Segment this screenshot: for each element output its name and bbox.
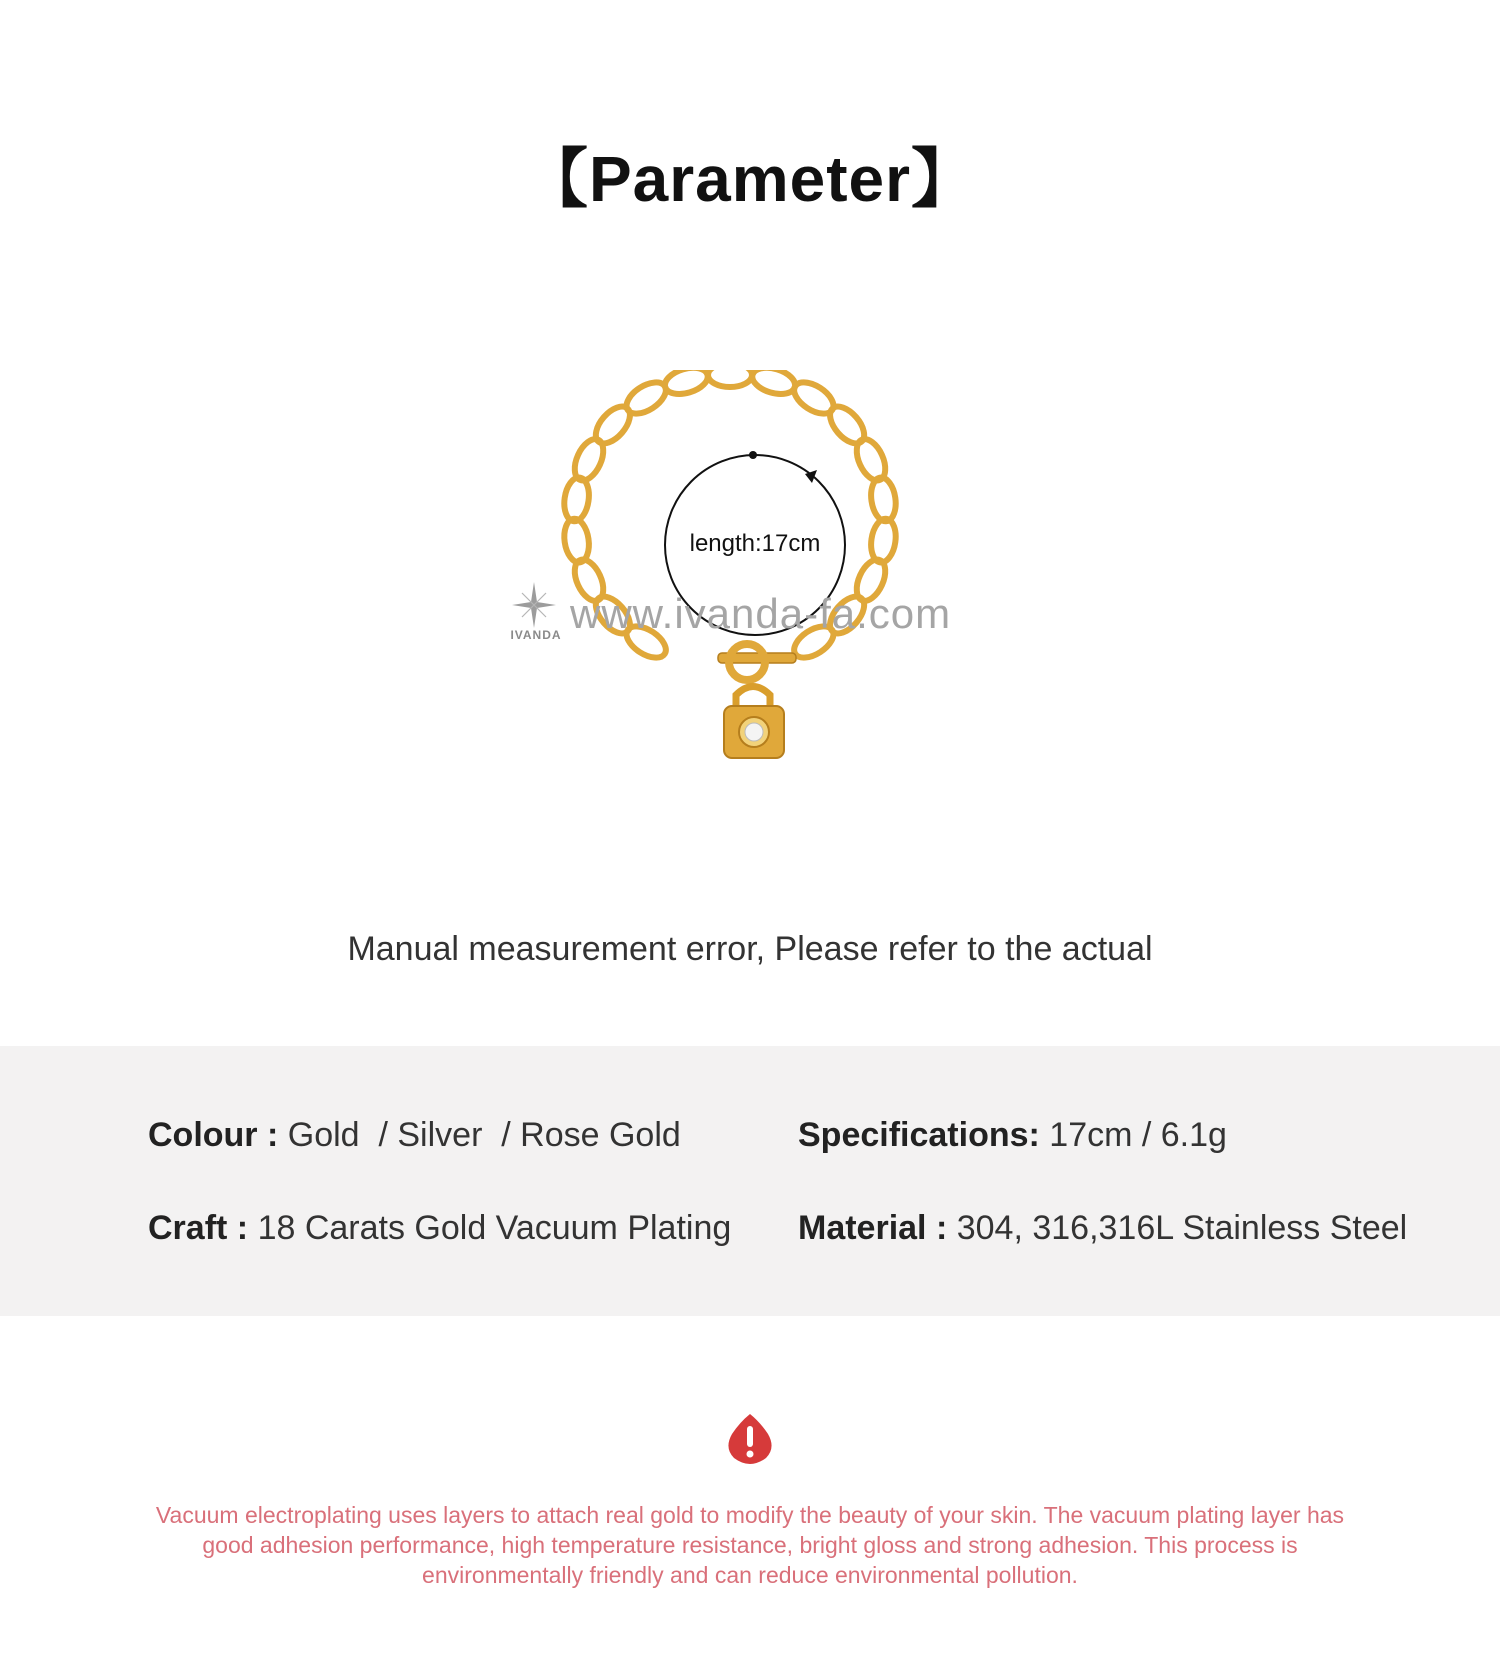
spec-craft-value: 18 Carats Gold Vacuum Plating	[257, 1209, 732, 1247]
spec-material	[798, 1209, 1407, 1248]
chain-link	[708, 370, 752, 387]
spec-material-label: Material :	[798, 1209, 948, 1247]
warning-text: Vacuum electroplating uses layers to attach real gold to modify the beauty of your skin. The vacuum plating layer has good adhesion performance, high temperature resistance, bright gloss and strong adhesion. This process is environmentally friendly and can reduce environmental pollution.	[155, 1502, 1345, 1588]
spec-material-value: 304, 316,316L Stainless Steel	[956, 1209, 1408, 1247]
spec-colour-value: Gold / Silver / Rose Gold	[287, 1116, 681, 1154]
page-title: 【Parameter】	[523, 143, 977, 215]
spec-panel	[0, 1046, 1500, 1316]
spec-specifications-label: Specifications:	[798, 1116, 1040, 1154]
chain-link	[868, 476, 898, 523]
chain-link	[662, 370, 711, 399]
spec-specifications	[798, 1116, 1227, 1155]
length-label: length:17cm	[689, 530, 821, 557]
spec-colour	[148, 1116, 681, 1155]
chain-link	[562, 476, 592, 523]
watermark	[508, 580, 968, 650]
measure-start-dot	[749, 451, 757, 459]
spec-specifications-value: 17cm / 6.1g	[1049, 1116, 1227, 1154]
chain-link	[562, 517, 592, 564]
spec-craft	[148, 1209, 731, 1248]
spec-craft-label: Craft :	[148, 1209, 249, 1247]
watermark-url: www.ivanda-fa.com	[570, 590, 952, 637]
spec-colour-label: Colour :	[148, 1116, 279, 1154]
star-logo-icon	[508, 580, 560, 630]
watermark-brand: IVANDA	[510, 628, 562, 642]
chain-link	[868, 517, 898, 564]
lock-shackle	[736, 687, 770, 709]
exclamation-icon	[726, 1412, 774, 1464]
measurement-note: Manual measurement error, Please refer to the actual	[347, 930, 1153, 968]
crystal-stone	[745, 723, 763, 741]
chain-link	[749, 370, 798, 399]
